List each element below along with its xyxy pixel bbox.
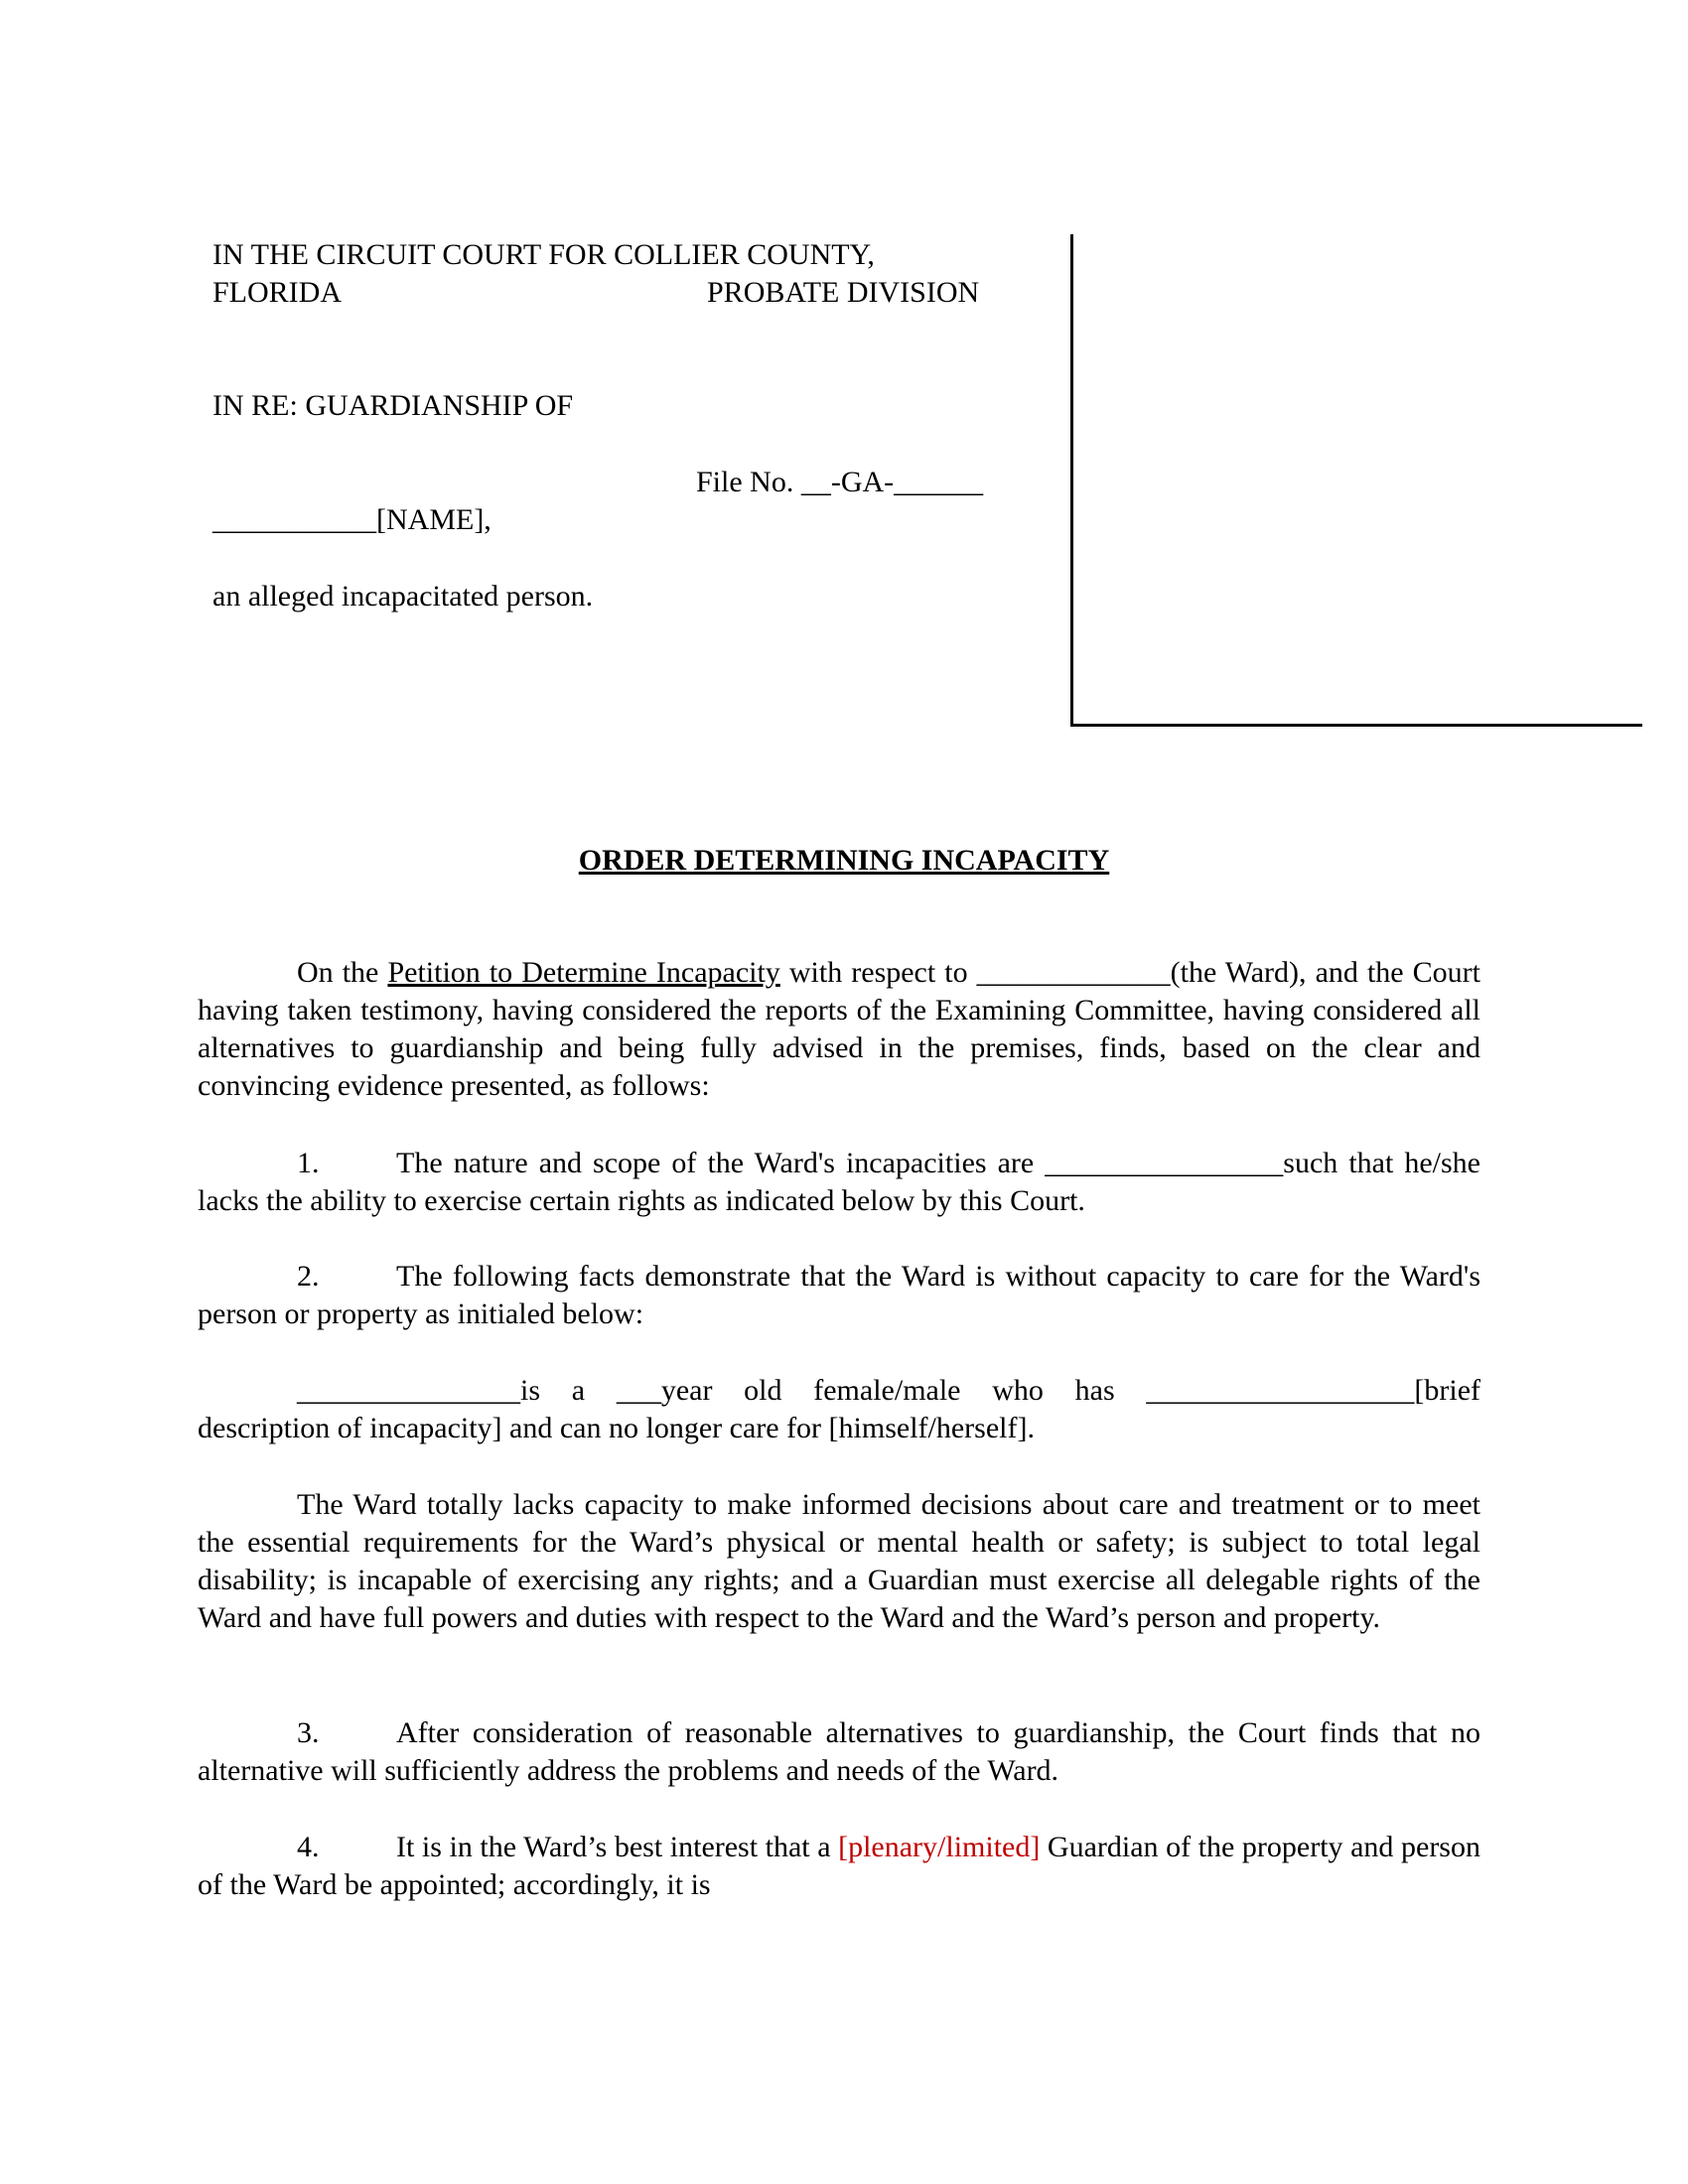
petition-reference: Petition to Determine Incapacity [387, 956, 780, 989]
court-division: PROBATE DIVISION [707, 276, 980, 309]
caption-box-horizontal-rule [1070, 724, 1642, 727]
finding-3-text: After consideration of reasonable alternatives to guardianship, the Court finds that no alternative will sufficiently address the problems and needs of the Ward. [198, 1716, 1480, 1787]
finding-1-text: The nature and scope of the Ward's incapacities are ________________such that he/she lacks the ability to exercise certain rights as indicated below by this Court. [198, 1147, 1480, 1217]
ward-name-line: ___________[NAME], [212, 503, 492, 536]
finding-1-number: 1. [297, 1147, 320, 1179]
finding-3-number: 3. [297, 1716, 320, 1749]
finding-2 [198, 1258, 1480, 1333]
alleged-incapacitated-line: an alleged incapacitated person. [212, 580, 594, 613]
finding-4-text-before: It is in the Ward’s best interest that a [396, 1831, 839, 1863]
facts-word: female/male [813, 1374, 961, 1407]
finding-1 [198, 1145, 1480, 1220]
guardianship-type-placeholder: [plenary/limited] [838, 1831, 1041, 1863]
facts-word: old [744, 1374, 782, 1407]
in-re-line: IN RE: GUARDIANSHIP OF [212, 389, 574, 422]
facts-word: who [992, 1374, 1044, 1407]
finding-4-number: 4. [297, 1831, 320, 1863]
finding-3 [198, 1714, 1480, 1790]
facts-line-2: description of incapacity] and can no longer care for [himself/herself]. [198, 1412, 1035, 1444]
finding-2-text: The following facts demonstrate that the Ward is without capacity to care for the Ward's person or property as initialed below: [198, 1260, 1480, 1330]
facts-word: a [571, 1374, 586, 1407]
finding-4-text-after: Guardian of the property and person of the Ward be appointed; accordingly, it is [198, 1831, 1480, 1901]
facts-word: __________________[brief [1146, 1374, 1480, 1407]
document-title: ORDER DETERMINING INCAPACITY [578, 844, 1110, 877]
facts-word: _______________is [297, 1374, 541, 1407]
total-incapacity-paragraph: The Ward totally lacks capacity to make informed decisions about care and treatment or to meet the essential requirements for the Ward’s physical or mental health or safety; is subject to total legal disability; is incapable of exercising any rights; and a Guardian must exercise all delegable rights of the Ward and have full powers and duties with respect to the Ward and the Ward’s person and property. [198, 1488, 1480, 1634]
facts-word: has [1074, 1374, 1115, 1407]
court-line-1: IN THE CIRCUIT COURT FOR COLLIER COUNTY, [212, 238, 875, 271]
finding-2-number: 2. [297, 1260, 320, 1293]
finding-4 [198, 1829, 1480, 1904]
facts-line-1 [198, 1372, 1480, 1410]
intro-rest: with respect to _____________(the Ward), and the Court having taken testimony, having considered the reports of the Examining Committee, having considered all alternatives to guardianship and being fully advised in the premises, finds, based on the clear and convincing evidence presented, as follows: [198, 956, 1480, 1102]
caption-box-vertical-rule [1070, 234, 1073, 727]
court-line-2-left: FLORIDA [212, 276, 343, 309]
facts-word: ___year [616, 1374, 713, 1407]
intro-paragraph [198, 954, 1480, 1105]
intro-start: On the [297, 956, 388, 989]
facts-paragraph [198, 1372, 1480, 1447]
file-number: File No. __-GA-______ [696, 466, 984, 498]
